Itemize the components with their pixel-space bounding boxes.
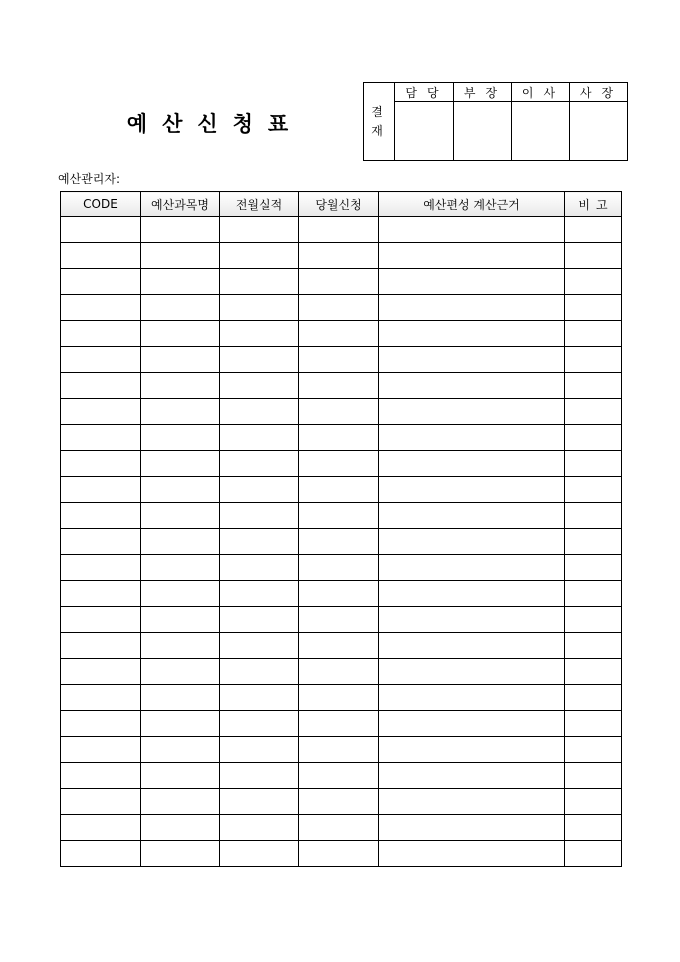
cell-prev-month[interactable] bbox=[220, 529, 299, 555]
cell-basis[interactable] bbox=[379, 607, 565, 633]
cell-current-request[interactable] bbox=[299, 269, 379, 295]
cell-budget-item[interactable] bbox=[141, 841, 220, 867]
cell-budget-item[interactable] bbox=[141, 373, 220, 399]
table-body bbox=[61, 217, 622, 867]
cell-code[interactable] bbox=[61, 503, 141, 529]
cell-remarks[interactable] bbox=[565, 685, 622, 711]
cell-basis[interactable] bbox=[379, 295, 565, 321]
budget-manager-label: 예산관리자: bbox=[58, 172, 121, 186]
cell-budget-item[interactable] bbox=[141, 607, 220, 633]
cell-current-request[interactable] bbox=[299, 243, 379, 269]
cell-remarks[interactable] bbox=[565, 555, 622, 581]
cell-code[interactable] bbox=[61, 399, 141, 425]
approval-col-director: 이사 bbox=[512, 83, 570, 102]
cell-current-request[interactable] bbox=[299, 217, 379, 243]
cell-remarks[interactable] bbox=[565, 243, 622, 269]
cell-prev-month[interactable] bbox=[220, 711, 299, 737]
cell-remarks[interactable] bbox=[565, 607, 622, 633]
cell-prev-month[interactable] bbox=[220, 815, 299, 841]
cell-prev-month[interactable] bbox=[220, 269, 299, 295]
cell-budget-item[interactable] bbox=[141, 529, 220, 555]
cell-prev-month[interactable] bbox=[220, 763, 299, 789]
cell-remarks[interactable] bbox=[565, 269, 622, 295]
cell-prev-month[interactable] bbox=[220, 633, 299, 659]
cell-basis[interactable] bbox=[379, 269, 565, 295]
cell-current-request[interactable] bbox=[299, 607, 379, 633]
cell-prev-month[interactable] bbox=[220, 451, 299, 477]
cell-prev-month[interactable] bbox=[220, 295, 299, 321]
cell-remarks[interactable] bbox=[565, 217, 622, 243]
cell-code[interactable] bbox=[61, 477, 141, 503]
cell-remarks[interactable] bbox=[565, 295, 622, 321]
cell-budget-item[interactable] bbox=[141, 633, 220, 659]
header-remarks: 비고 bbox=[565, 192, 622, 217]
approval-sign-director[interactable] bbox=[512, 102, 570, 161]
cell-budget-item[interactable] bbox=[141, 763, 220, 789]
cell-remarks[interactable] bbox=[565, 399, 622, 425]
cell-current-request[interactable] bbox=[299, 789, 379, 815]
cell-prev-month[interactable] bbox=[220, 321, 299, 347]
approval-sign-manager[interactable] bbox=[454, 102, 512, 161]
table-row bbox=[61, 815, 622, 841]
table-row bbox=[61, 295, 622, 321]
approval-col-manager: 부장 bbox=[454, 83, 512, 102]
cell-code[interactable] bbox=[61, 711, 141, 737]
cell-remarks[interactable] bbox=[565, 815, 622, 841]
cell-prev-month[interactable] bbox=[220, 841, 299, 867]
cell-basis[interactable] bbox=[379, 347, 565, 373]
cell-code[interactable] bbox=[61, 243, 141, 269]
cell-current-request[interactable] bbox=[299, 685, 379, 711]
cell-prev-month[interactable] bbox=[220, 685, 299, 711]
cell-code[interactable] bbox=[61, 295, 141, 321]
cell-current-request[interactable] bbox=[299, 425, 379, 451]
table-row bbox=[61, 841, 622, 867]
cell-remarks[interactable] bbox=[565, 451, 622, 477]
cell-budget-item[interactable] bbox=[141, 451, 220, 477]
cell-basis[interactable] bbox=[379, 399, 565, 425]
table-row bbox=[61, 711, 622, 737]
cell-basis[interactable] bbox=[379, 477, 565, 503]
approval-sign-staff[interactable] bbox=[395, 102, 454, 161]
cell-remarks[interactable] bbox=[565, 633, 622, 659]
cell-prev-month[interactable] bbox=[220, 737, 299, 763]
cell-remarks[interactable] bbox=[565, 763, 622, 789]
cell-remarks[interactable] bbox=[565, 711, 622, 737]
cell-code[interactable] bbox=[61, 789, 141, 815]
cell-current-request[interactable] bbox=[299, 477, 379, 503]
cell-basis[interactable] bbox=[379, 243, 565, 269]
cell-remarks[interactable] bbox=[565, 347, 622, 373]
cell-code[interactable] bbox=[61, 217, 141, 243]
cell-code[interactable] bbox=[61, 347, 141, 373]
table-row bbox=[61, 789, 622, 815]
cell-code[interactable] bbox=[61, 373, 141, 399]
cell-prev-month[interactable] bbox=[220, 555, 299, 581]
cell-current-request[interactable] bbox=[299, 841, 379, 867]
cell-basis[interactable] bbox=[379, 555, 565, 581]
cell-remarks[interactable] bbox=[565, 321, 622, 347]
cell-code[interactable] bbox=[61, 269, 141, 295]
cell-prev-month[interactable] bbox=[220, 347, 299, 373]
cell-remarks[interactable] bbox=[565, 425, 622, 451]
table-row bbox=[61, 555, 622, 581]
table-row bbox=[61, 607, 622, 633]
cell-prev-month[interactable] bbox=[220, 425, 299, 451]
table-row bbox=[61, 477, 622, 503]
cell-prev-month[interactable] bbox=[220, 373, 299, 399]
cell-code[interactable] bbox=[61, 425, 141, 451]
cell-basis[interactable] bbox=[379, 529, 565, 555]
cell-prev-month[interactable] bbox=[220, 789, 299, 815]
cell-budget-item[interactable] bbox=[141, 711, 220, 737]
cell-current-request[interactable] bbox=[299, 321, 379, 347]
cell-budget-item[interactable] bbox=[141, 243, 220, 269]
cell-budget-item[interactable] bbox=[141, 659, 220, 685]
cell-basis[interactable] bbox=[379, 789, 565, 815]
header-prev-month: 전월실적 bbox=[220, 192, 299, 217]
cell-remarks[interactable] bbox=[565, 789, 622, 815]
cell-code[interactable] bbox=[61, 685, 141, 711]
cell-remarks[interactable] bbox=[565, 581, 622, 607]
cell-code[interactable] bbox=[61, 633, 141, 659]
cell-code[interactable] bbox=[61, 581, 141, 607]
cell-budget-item[interactable] bbox=[141, 295, 220, 321]
cell-prev-month[interactable] bbox=[220, 243, 299, 269]
cell-code[interactable] bbox=[61, 451, 141, 477]
cell-code[interactable] bbox=[61, 607, 141, 633]
cell-remarks[interactable] bbox=[565, 659, 622, 685]
table-row bbox=[61, 347, 622, 373]
table-row bbox=[61, 217, 622, 243]
cell-remarks[interactable] bbox=[565, 477, 622, 503]
cell-remarks[interactable] bbox=[565, 373, 622, 399]
table-row bbox=[61, 503, 622, 529]
cell-code[interactable] bbox=[61, 763, 141, 789]
cell-prev-month[interactable] bbox=[220, 659, 299, 685]
cell-basis[interactable] bbox=[379, 633, 565, 659]
cell-basis[interactable] bbox=[379, 659, 565, 685]
table-row bbox=[61, 399, 622, 425]
table-row bbox=[61, 763, 622, 789]
cell-code[interactable] bbox=[61, 659, 141, 685]
cell-current-request[interactable] bbox=[299, 503, 379, 529]
cell-current-request[interactable] bbox=[299, 815, 379, 841]
header-current-request: 당월신청 bbox=[299, 192, 379, 217]
cell-current-request[interactable] bbox=[299, 529, 379, 555]
approval-box bbox=[363, 82, 628, 161]
cell-prev-month[interactable] bbox=[220, 581, 299, 607]
cell-current-request[interactable] bbox=[299, 555, 379, 581]
cell-basis[interactable] bbox=[379, 763, 565, 789]
cell-current-request[interactable] bbox=[299, 295, 379, 321]
cell-budget-item[interactable] bbox=[141, 503, 220, 529]
cell-basis[interactable] bbox=[379, 217, 565, 243]
cell-basis[interactable] bbox=[379, 373, 565, 399]
table-row bbox=[61, 425, 622, 451]
approval-col-president: 사장 bbox=[570, 83, 628, 102]
cell-budget-item[interactable] bbox=[141, 347, 220, 373]
cell-budget-item[interactable] bbox=[141, 477, 220, 503]
cell-budget-item[interactable] bbox=[141, 737, 220, 763]
cell-remarks[interactable] bbox=[565, 737, 622, 763]
cell-current-request[interactable] bbox=[299, 399, 379, 425]
header-basis: 예산편성 계산근거 bbox=[379, 192, 565, 217]
cell-budget-item[interactable] bbox=[141, 789, 220, 815]
cell-budget-item[interactable] bbox=[141, 217, 220, 243]
cell-budget-item[interactable] bbox=[141, 581, 220, 607]
document-title: 예산신청표 bbox=[126, 111, 304, 136]
cell-budget-item[interactable] bbox=[141, 321, 220, 347]
cell-code[interactable] bbox=[61, 815, 141, 841]
approval-col-staff: 담당 bbox=[395, 83, 454, 102]
cell-current-request[interactable] bbox=[299, 633, 379, 659]
table-row bbox=[61, 269, 622, 295]
cell-budget-item[interactable] bbox=[141, 555, 220, 581]
table-row bbox=[61, 633, 622, 659]
cell-code[interactable] bbox=[61, 737, 141, 763]
table-row bbox=[61, 321, 622, 347]
cell-current-request[interactable] bbox=[299, 659, 379, 685]
table-row bbox=[61, 373, 622, 399]
cell-basis[interactable] bbox=[379, 503, 565, 529]
table-header-row bbox=[61, 192, 622, 217]
cell-prev-month[interactable] bbox=[220, 477, 299, 503]
cell-basis[interactable] bbox=[379, 425, 565, 451]
cell-budget-item[interactable] bbox=[141, 425, 220, 451]
approval-sign-president[interactable] bbox=[570, 102, 628, 161]
cell-remarks[interactable] bbox=[565, 529, 622, 555]
cell-current-request[interactable] bbox=[299, 737, 379, 763]
cell-remarks[interactable] bbox=[565, 503, 622, 529]
cell-code[interactable] bbox=[61, 555, 141, 581]
table-row bbox=[61, 451, 622, 477]
cell-basis[interactable] bbox=[379, 581, 565, 607]
header-budget-item: 예산과목명 bbox=[141, 192, 220, 217]
cell-prev-month[interactable] bbox=[220, 399, 299, 425]
cell-basis[interactable] bbox=[379, 737, 565, 763]
cell-current-request[interactable] bbox=[299, 581, 379, 607]
cell-current-request[interactable] bbox=[299, 763, 379, 789]
cell-budget-item[interactable] bbox=[141, 269, 220, 295]
cell-basis[interactable] bbox=[379, 685, 565, 711]
cell-budget-item[interactable] bbox=[141, 685, 220, 711]
cell-current-request[interactable] bbox=[299, 711, 379, 737]
cell-current-request[interactable] bbox=[299, 451, 379, 477]
table-row bbox=[61, 685, 622, 711]
cell-basis[interactable] bbox=[379, 815, 565, 841]
cell-basis[interactable] bbox=[379, 451, 565, 477]
cell-prev-month[interactable] bbox=[220, 503, 299, 529]
table-row bbox=[61, 529, 622, 555]
budget-table bbox=[60, 191, 622, 867]
cell-basis[interactable] bbox=[379, 711, 565, 737]
cell-remarks[interactable] bbox=[565, 841, 622, 867]
cell-basis[interactable] bbox=[379, 321, 565, 347]
cell-current-request[interactable] bbox=[299, 347, 379, 373]
cell-prev-month[interactable] bbox=[220, 217, 299, 243]
cell-code[interactable] bbox=[61, 321, 141, 347]
cell-current-request[interactable] bbox=[299, 373, 379, 399]
cell-prev-month[interactable] bbox=[220, 607, 299, 633]
table-row bbox=[61, 243, 622, 269]
table-row bbox=[61, 737, 622, 763]
cell-code[interactable] bbox=[61, 529, 141, 555]
table-row bbox=[61, 581, 622, 607]
cell-code[interactable] bbox=[61, 841, 141, 867]
cell-budget-item[interactable] bbox=[141, 399, 220, 425]
cell-basis[interactable] bbox=[379, 841, 565, 867]
approval-label: 결재 bbox=[364, 83, 395, 161]
table-row bbox=[61, 659, 622, 685]
header-code: CODE bbox=[61, 192, 141, 217]
cell-budget-item[interactable] bbox=[141, 815, 220, 841]
